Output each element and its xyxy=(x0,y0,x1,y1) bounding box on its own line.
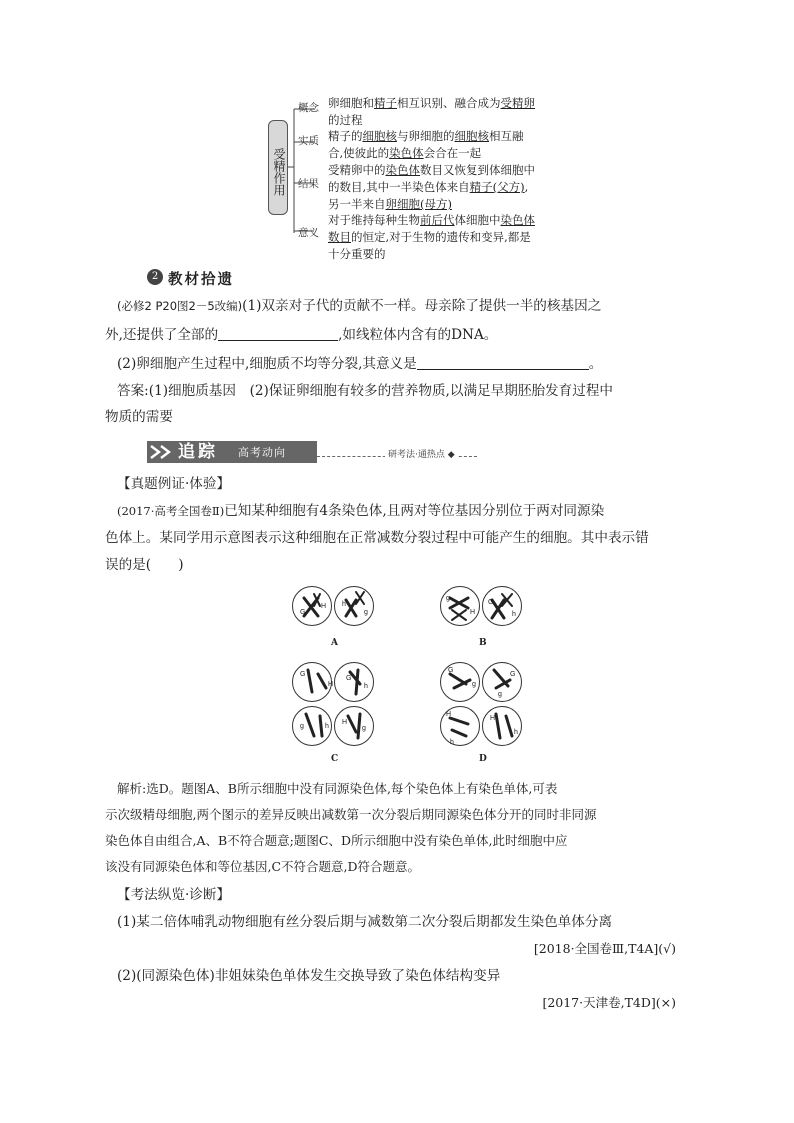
svg-text:G: G xyxy=(448,667,454,674)
svg-text:h: h xyxy=(512,611,516,618)
cell-diagram-figure xyxy=(290,584,540,774)
analysis-line3: 染色体自由组合,A、B不符合题意;题图C、D所示细胞中没有染色单体,此时细胞中应 xyxy=(105,833,568,848)
chromosome-drawings xyxy=(290,584,540,774)
figure-label-b: B xyxy=(479,638,487,648)
svg-text:g: g xyxy=(300,723,304,730)
real-exam-line1: (2017·高考全国卷Ⅱ)已知某种细胞有4条染色体,且两对等位基因分别位于两对同源染 xyxy=(117,503,605,519)
jiaocai-q2-blank[interactable] xyxy=(417,355,589,370)
svg-text:H: H xyxy=(328,681,334,688)
figure-label-d: D xyxy=(479,754,487,764)
jiaocai-source: (必修2 P20图2－5改编) xyxy=(117,299,243,313)
svg-text:H: H xyxy=(446,711,452,718)
kaofa-item1-source: [2018·全国卷Ⅲ,T4A](√) xyxy=(533,941,676,956)
concept-map-root: 受精作用 xyxy=(268,120,288,215)
banner-title: 追踪 xyxy=(178,442,218,462)
real-exam-line2: 色体上。某同学用示意图表示这种细胞在正常减数分裂过程中可能产生的细胞。其中表示错 xyxy=(105,530,649,546)
svg-text:H: H xyxy=(321,603,327,610)
svg-text:G: G xyxy=(300,609,306,616)
kaofa-item2-source: [2017·天津卷,T4D](×) xyxy=(542,995,676,1010)
svg-text:h: h xyxy=(364,683,368,690)
svg-text:G: G xyxy=(300,671,306,678)
jiaocai-q1-line1: (必修2 P20图2－5改编)(1)双亲对子代的贡献不一样。母亲除了提供一半的核基因之 xyxy=(117,298,602,314)
concept-text-jieguo: 受精卵中的染色体数目又恢复到体细胞中 的数目,其中一半染色体来自精子(父方), 另一半来自卵细胞(母方) xyxy=(328,163,535,211)
banner-right-text: 研考法·通热点 ◆ xyxy=(385,447,458,460)
banner-chevron-icon xyxy=(149,444,177,460)
concept-text-yiyi: 对于维持每种生物前后代体细胞中染色体 数目的恒定,对于生物的遗传和变异,都是 十分重要的 xyxy=(328,213,535,261)
section-number-icon: 2 xyxy=(147,269,163,285)
svg-text:G: G xyxy=(510,671,516,678)
svg-text:h: h xyxy=(514,729,518,736)
svg-text:H: H xyxy=(470,609,476,616)
real-exam-heading: 【真题例证·体验】 xyxy=(117,476,231,492)
figure-label-c: C xyxy=(331,754,339,764)
svg-text:h: h xyxy=(325,723,329,730)
svg-text:h: h xyxy=(450,739,454,746)
concept-text-shizhi: 精子的细胞核与卵细胞的细胞核相互融 合,使彼此的染色体会合在一起 xyxy=(328,129,524,160)
svg-text:H: H xyxy=(342,719,348,726)
analysis-line1: 解析:选D。题图A、B所示细胞中没有同源染色体,每个染色体上有染色单体,可表 xyxy=(117,781,558,796)
kaofa-heading: 【考法纵览·诊断】 xyxy=(117,887,231,903)
concept-label-gainian: 概念 xyxy=(298,102,319,114)
banner-subtitle: 高考动向 xyxy=(238,446,286,459)
jiaocai-q1-blank[interactable] xyxy=(218,326,338,341)
svg-text:g: g xyxy=(472,681,476,688)
jiaocai-answer-line1: 答案:(1)细胞质基因 (2)保证卵细胞有较多的营养物质,以满足早期胚胎发育过程中 xyxy=(117,383,614,399)
analysis-line4: 该没有同源染色体和等位基因,C不符合题意,D符合题意。 xyxy=(105,859,421,874)
concept-label-shizhi: 实质 xyxy=(298,135,319,147)
concept-text-gainian: 卵细胞和精子相互识别、融合成为受精卵 的过程 xyxy=(328,96,535,127)
svg-text:G: G xyxy=(346,675,352,682)
concept-label-yiyi: 意义 xyxy=(298,227,319,239)
real-exam-source: (2017·高考全国卷Ⅱ) xyxy=(117,504,225,518)
svg-text:H: H xyxy=(490,715,496,722)
section-title-jiaocai: 教材拾遗 xyxy=(168,272,234,288)
analysis-line2: 示次级精母细胞,两个图示的差异反映出减数第一次分裂后期同源染色体分开的同时非同源 xyxy=(105,807,597,822)
svg-text:g: g xyxy=(364,609,368,616)
svg-text:G: G xyxy=(488,599,494,606)
jiaocai-answer-line2: 物质的需要 xyxy=(105,409,173,425)
svg-text:g: g xyxy=(446,595,450,602)
kaofa-item1: (1)某二倍体哺乳动物细胞有丝分裂后期与减数第二次分裂后期都发生染色单体分离 xyxy=(117,914,613,930)
concept-label-jieguo: 结果 xyxy=(298,178,319,190)
figure-label-a: A xyxy=(331,638,338,648)
svg-text:g: g xyxy=(362,725,366,732)
svg-text:g: g xyxy=(498,691,502,698)
jiaocai-q2: (2)卵细胞产生过程中,细胞质不均等分裂,其意义是 。 xyxy=(117,356,603,372)
concept-map-brackets xyxy=(288,95,333,245)
svg-text:h: h xyxy=(342,601,346,608)
jiaocai-q1-line2: 外,还提供了全部的 ,如线粒体内含有的DNA。 xyxy=(105,327,498,343)
kaofa-item2: (2)(同源染色体)非姐妹染色单体发生交换导致了染色体结构变异 xyxy=(117,968,501,984)
real-exam-line3: 误的是( ) xyxy=(105,557,184,573)
